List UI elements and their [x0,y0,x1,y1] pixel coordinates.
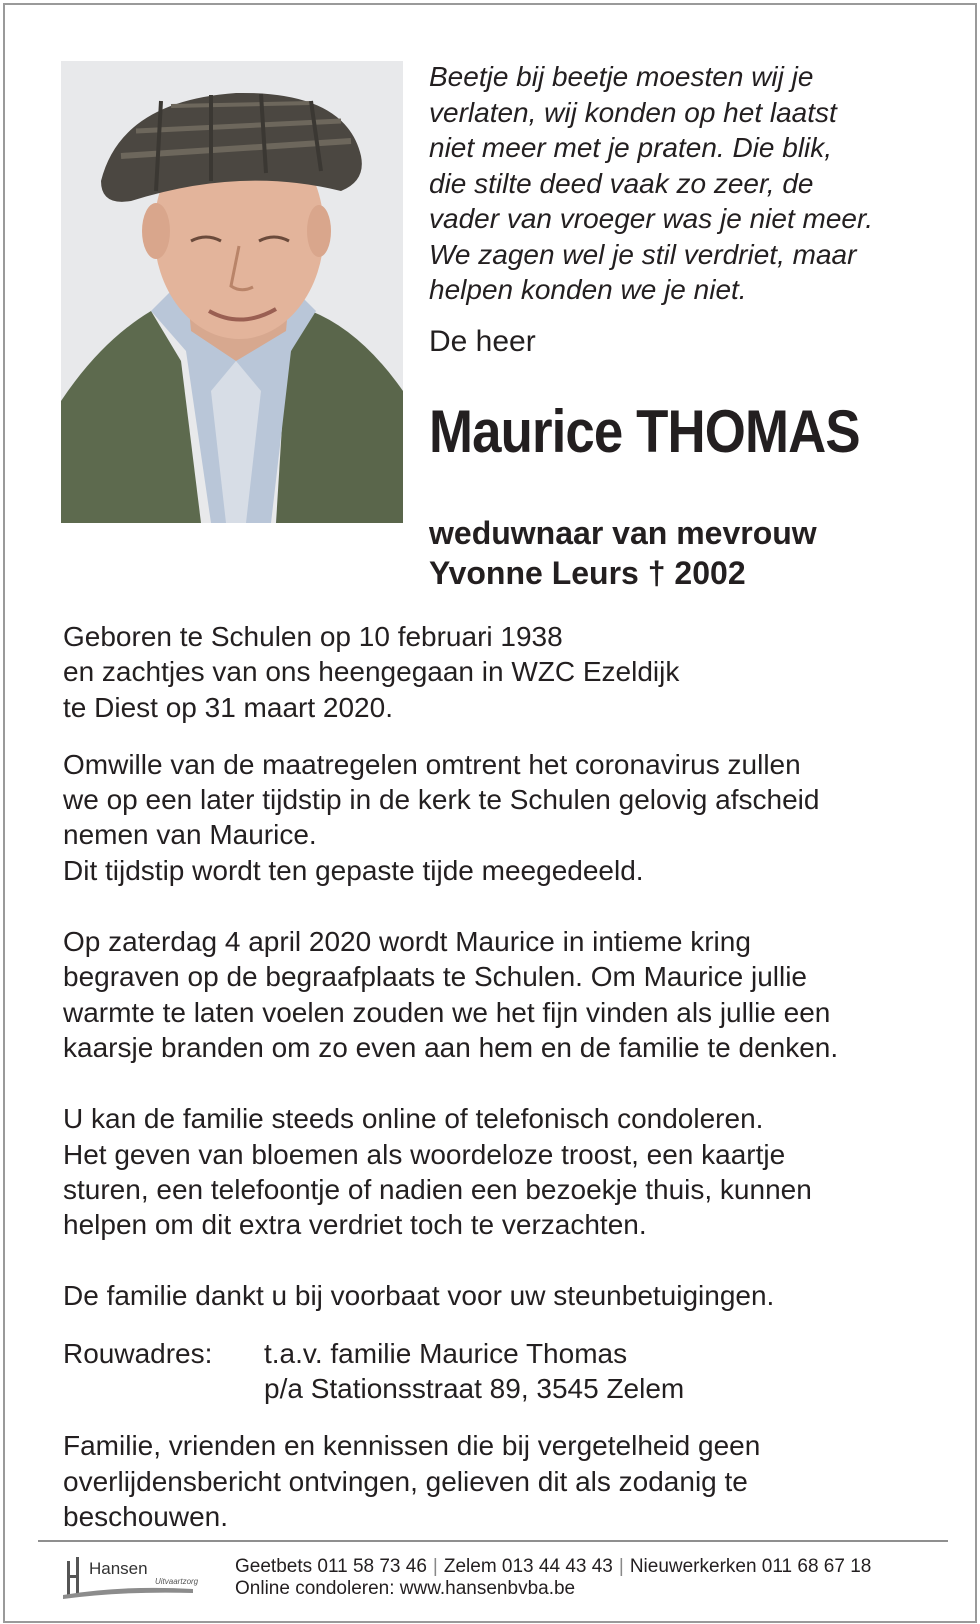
phone-numbers: Geetbets 011 58 73 46 | Zelem 013 44 43 43 | Nieuwerkerken 011 68 67 18 [235,1556,872,1577]
address-label: Rouwadres: [63,1337,213,1369]
poem-line: Beetje bij beetje moesten wij je [429,61,814,92]
honorific: De heer [429,325,536,358]
spouse-info [429,513,949,593]
closing-paragraph [63,1428,943,1534]
spouse-line: weduwnaar van mevrouw [429,515,817,551]
text-line: U kan de familie steeds online of telefonisch condoleren. [63,1103,764,1135]
poem [429,59,949,308]
footer-contacts [235,1556,871,1600]
text-line: helpen om dit extra verdriet toch te verzachten. [63,1209,647,1241]
text-line: beschouwen. [63,1500,229,1532]
poem-line: verlaten, wij konden op het laatst [429,96,837,128]
text-line: Het geven van bloemen als woordeloze troost, een kaartje [63,1138,786,1170]
text-line: Geboren te Schulen op 10 februari 1938 [63,621,563,652]
poem-line: niet meer met je praten. Die blik, [429,132,833,163]
text-line: kaarsje branden om zo even aan hem en de familie te denken. [63,1031,839,1063]
corona-paragraph [63,747,943,888]
text-line: begraven op de begraafplaats te Schulen. Om Maurice jullie [63,961,807,993]
portrait-photo [61,61,403,523]
text-line: we op een later tijdstip in de kerk te Schulen gelovig afscheid [63,784,820,816]
phone-nieuwerkerken: Nieuwerkerken 011 68 67 18 [629,1556,872,1577]
footer-divider [38,1540,948,1542]
burial-paragraph [63,924,943,1065]
text-line: Familie, vrienden en kennissen die bij vergetelheid geen [63,1430,761,1462]
spouse-line: Yvonne Leurs † 2002 [429,555,746,591]
obituary-card [3,3,977,1623]
birth-paragraph [63,619,943,725]
text-line: overlijdensbericht ontvingen, gelieven dit als zodanig te [63,1465,748,1497]
address-line: t.a.v. familie Maurice Thomas [264,1337,628,1369]
logo-name: Hansen [89,1559,148,1578]
phone-geetbets: Geetbets 011 58 73 46 [235,1556,427,1577]
text-line: warmte te laten voelen zouden we het fijn vinden als jullie een [63,996,831,1028]
text-line: te Diest op 31 maart 2020. [63,691,393,723]
text-line: Op zaterdag 4 april 2020 wordt Maurice in intieme kring [63,926,751,958]
text-line: Omwille van de maatregelen omtrent het coronavirus zullen [63,748,801,780]
text-line: nemen van Maurice. [63,819,317,851]
poem-line: We zagen wel je stil verdriet, maar [429,238,857,270]
text-line: De familie dankt u bij voorbaat voor uw steunbetuigingen. [63,1280,775,1312]
text-line: en zachtjes van ons heengegaan in WZC Ezeldijk [63,656,680,688]
address-line: p/a Stationsstraat 89, 3545 Zelem [264,1373,685,1405]
hansen-logo [63,1555,203,1607]
logo-subtitle: Uitvaartzorg [155,1577,199,1586]
phone-zelem: Zelem 013 44 43 43 [443,1556,613,1577]
deceased-name: Maurice THOMAS [429,398,860,465]
condolences-paragraph [63,1101,943,1242]
poem-line: vader van vroeger was je niet meer. [429,203,874,234]
poem-line: helpen konden we je niet. [429,274,747,305]
address-lines [264,1336,684,1407]
text-line: Dit tijdstip wordt ten gepaste tijde meegedeeld. [63,854,644,886]
address-block [63,1336,943,1407]
obituary-body [63,619,943,1534]
text-line: sturen, een telefoontje of nadien een bezoekje thuis, kunnen [63,1173,812,1205]
thanks-paragraph [63,1278,943,1313]
poem-line: die stilte deed vaak zo zeer, de [429,167,814,199]
online-condolences-link[interactable]: Online condoleren: www.hansenbvba.be [235,1578,576,1599]
